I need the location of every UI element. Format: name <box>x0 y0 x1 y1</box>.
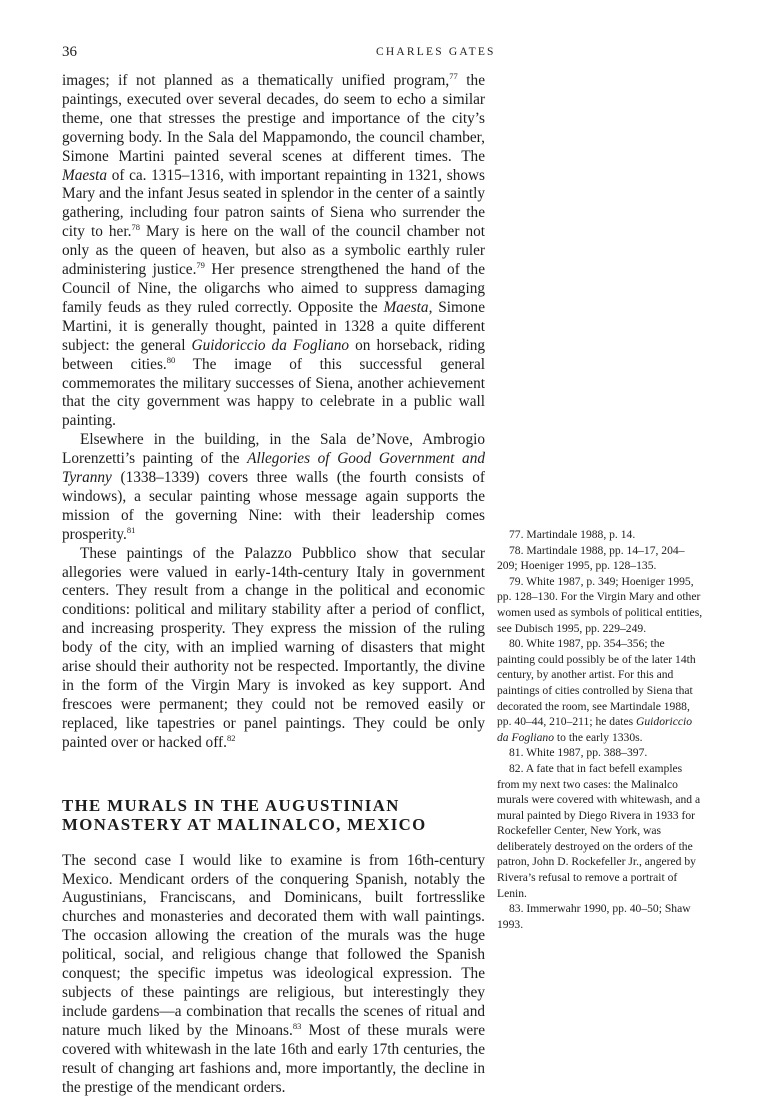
italic-text: Guidoriccio da Fogliano <box>191 336 350 354</box>
footnote-ref: 77 <box>449 70 458 81</box>
italic-text: Maesta, <box>383 298 433 316</box>
text-run: 80. White 1987, pp. 354–356; the painting could possibly be of the later 14th century, by another artist. For this and paintings of cities controlled by Siena that decorated the room, see Martindale 1988, pp. 40–44, 210–211; he dates <box>497 637 696 729</box>
footnote-ref: 78 <box>131 222 140 233</box>
text-run: the paintings, executed over several decades, do seem to echo a similar theme, one that stresses the prestige and importance of the city’s governing body. In the Sala del Mappamondo, the council chamber, Simone Martini painted several scenes at different times. The <box>62 72 485 165</box>
text-run: The image of this successful general commemorates the military successes of Siena, another achievement that the city government was happy to celebrate in a public wall painting. <box>62 355 485 430</box>
italic-text: Guidoriccio da Fogliano <box>497 715 693 744</box>
text-run: (1338–1339) covers three walls (the fourth consists of windows), a secular painting whose message again supports the mission of the governing Nine: with their leadership comes prosperity. <box>62 469 485 543</box>
text-run: Simone Martini, it is generally thought, painted in 1328 a quite different subject: the general <box>62 298 485 354</box>
footnote-81 <box>497 745 704 761</box>
italic-text: Maesta <box>62 166 108 184</box>
body-paragraph <box>62 431 485 544</box>
text-run: on horseback, riding between cities. <box>62 336 485 373</box>
text-run: 77. Martindale 1988, p. 14. <box>509 528 636 541</box>
page-number: 36 <box>62 44 77 60</box>
text-run: images; if not planned as a thematically unified program, <box>62 72 450 89</box>
text-run: to the early 1330s. <box>554 730 643 744</box>
text-run: 79. White 1987, p. 349; Hoeniger 1995, pp. 128–130. For the Virgin Mary and other women used as symbols of political entities, see Dubisch 1995, pp. 229–249. <box>497 574 703 635</box>
text-run: of ca. 1315–1316, with important repainting in 1321, shows Mary and the infant Jesus seated in splendor in the center of a saintly gathering, including four patron saints of Siena who surrender the city to her. <box>62 166 485 241</box>
text-run: 81. White 1987, pp. 388–397. <box>509 746 648 760</box>
text-run: The second case I would like to examine is from 16th-century Mexico. Mendicant orders of the conquering Spanish, notably the Augustinians, Franciscans, and Dominicans, built fortresslike churches and monasteries and decorated them with wall paintings. The occasion allowing the creation of the murals was the huge political, social, and religious change that followed the Spanish conquest; the specific impetus was ideological expression. The subjects of these paintings are religious, but interestingly they include gardens—a combination that recalls the scenes of ritual and nature much liked by the Minoans. <box>62 851 485 1039</box>
body-paragraph <box>62 72 485 431</box>
footnote-ref: 82 <box>226 732 236 743</box>
footnote-77 <box>497 527 704 543</box>
text-run: Most of these murals were covered with whitewash in the late 16th and early 17th centuries, the result of changing art fashions and, more importantly, the decline in the prestige of the mendicant orders. <box>62 1021 485 1096</box>
text-run: Elsewhere in the building, in the Sala de’Nove, Ambrogio Lorenzetti’s painting of the <box>62 431 485 468</box>
text-run: Her presence strengthened the hand of the Council of Nine, the oligarchs who aimed to suppress damaging family feuds as they ruled correctly. Opposite the <box>62 261 485 316</box>
text-run: 83. Immerwahr 1990, pp. 40–50; Shaw 1993. <box>497 902 691 931</box>
footnote-82 <box>497 761 704 901</box>
running-head: CHARLES GATES <box>376 46 496 58</box>
body-paragraph <box>62 545 485 753</box>
footnote-ref: 81 <box>126 524 136 535</box>
footnotes-column <box>497 527 704 932</box>
section-heading: THE MURALS IN THE AUGUSTINIAN MONASTERY AT MALINALCO, MEXICO <box>62 795 427 834</box>
body-paragraph <box>62 852 485 1097</box>
footnote-79 <box>497 574 704 636</box>
footnote-80 <box>497 636 704 745</box>
text-run: 78. Martindale 1988, pp. 14–17, 204–209; Hoeniger 1995, pp. 128–135. <box>497 543 685 573</box>
footnote-ref: 80 <box>166 354 176 365</box>
text-run: Mary is here on the wall of the council chamber not only as the queen of heaven, but also as a symbolic earthly ruler administering justice. <box>62 223 485 279</box>
footnote-78 <box>497 543 704 574</box>
text-run: These paintings of the Palazzo Pubblico show that secular allegories were valued in early-14th-century Italy in government centers. They result from a change in the political and economic conditions: political and military stability after a period of conflict, and increasing prosperity. They express the mission of the ruling body of the city, with an implied warning of disasters that might arise should their authority not be respected. Importantly, the divine in the form of the Virgin Mary is invoked as key support. And frescoes were permanent; they could not be removed easily or replaced, like tapestries or panel paintings. They could be only painted over or hacked off. <box>62 544 485 751</box>
text-run: 82. A fate that in fact befell examples from my next two cases: the Malinalco murals were covered with whitewash, and a mural painted by Diego Rivera in 1933 for Rockefeller Center, New York, was deliberately destroyed on the orders of the patron, John D. Rockefeller Jr., angered by Rivera’s refusal to remove a portrait of Lenin. <box>497 761 701 900</box>
main-column <box>62 72 485 1097</box>
footnote-ref: 83 <box>292 1020 302 1031</box>
footnote-ref: 79 <box>196 259 205 270</box>
footnote-83 <box>497 901 704 932</box>
italic-text: Allegories of Good Government and Tyranny <box>62 450 486 487</box>
